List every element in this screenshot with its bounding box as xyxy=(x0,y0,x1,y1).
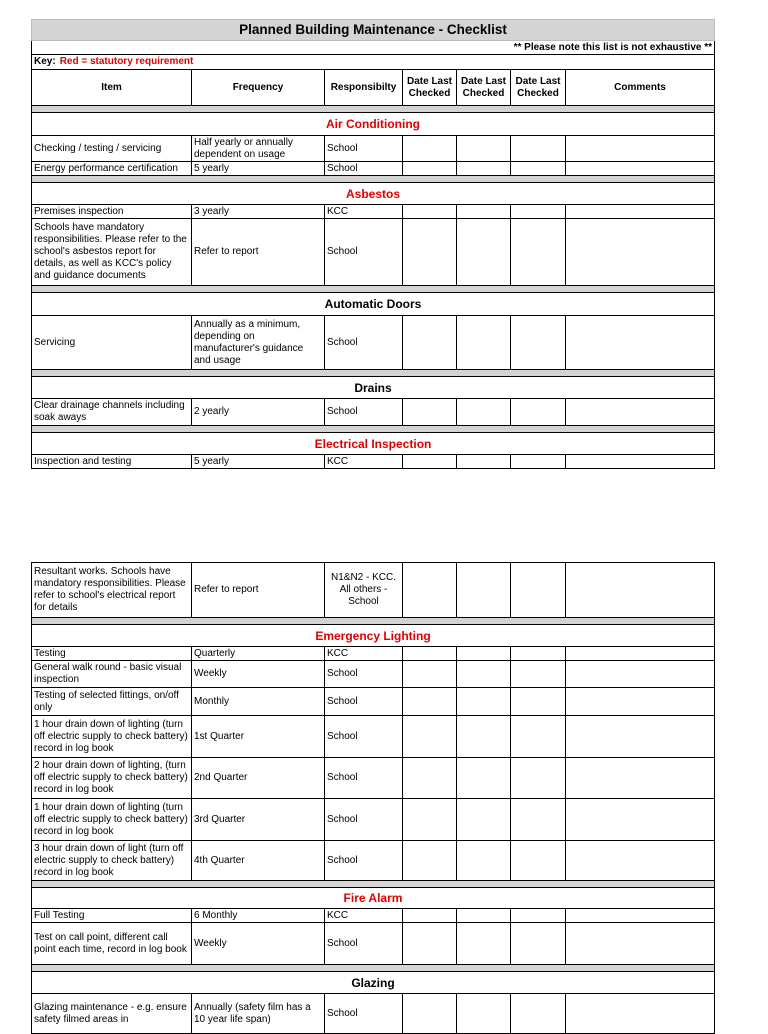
frequency-cell: Annually as a minimum, depending on manufacturer's guidance and usage xyxy=(192,316,325,370)
date-cell[interactable] xyxy=(457,688,511,716)
frequency-cell: Annually (safety film has a 10 year life span) xyxy=(192,994,325,1034)
responsibility-cell: KCC xyxy=(325,205,403,219)
date-cell[interactable] xyxy=(457,399,511,426)
item-cell: Testing xyxy=(32,647,192,661)
date-cell[interactable] xyxy=(457,162,511,176)
responsibility-cell: School xyxy=(325,758,403,799)
date-cell[interactable] xyxy=(457,923,511,965)
table-row xyxy=(32,716,715,758)
frequency-cell: Refer to report xyxy=(192,219,325,286)
date-cell[interactable] xyxy=(403,841,457,881)
date-cell[interactable] xyxy=(403,162,457,176)
comments-cell[interactable] xyxy=(566,647,715,661)
table-row xyxy=(32,316,715,370)
frequency-cell: Weekly xyxy=(192,923,325,965)
date-cell[interactable] xyxy=(403,661,457,688)
date-cell[interactable] xyxy=(511,647,566,661)
table-row xyxy=(32,563,715,618)
date-cell[interactable] xyxy=(511,162,566,176)
item-cell: Glazing maintenance - e.g. ensure safety filmed areas in xyxy=(32,994,192,1034)
checklist-table-1 xyxy=(31,19,715,469)
date-cell[interactable] xyxy=(403,799,457,841)
section-asbestos: Asbestos xyxy=(32,183,715,205)
header-responsibility: Responsibilty xyxy=(325,70,403,106)
date-cell[interactable] xyxy=(511,841,566,881)
date-cell[interactable] xyxy=(511,219,566,286)
item-cell: 3 hour drain down of light (turn off electric supply to check battery) record in log book xyxy=(32,841,192,881)
table-row xyxy=(32,661,715,688)
date-cell[interactable] xyxy=(403,455,457,469)
responsibility-cell: KCC xyxy=(325,647,403,661)
date-cell[interactable] xyxy=(403,563,457,618)
table-row xyxy=(32,994,715,1034)
item-cell: Premises inspection xyxy=(32,205,192,219)
date-cell[interactable] xyxy=(403,219,457,286)
table-row xyxy=(32,758,715,799)
date-cell[interactable] xyxy=(403,758,457,799)
frequency-cell: 3rd Quarter xyxy=(192,799,325,841)
table-row xyxy=(32,909,715,923)
table-row xyxy=(32,205,715,219)
frequency-cell: Quarterly xyxy=(192,647,325,661)
item-cell: 1 hour drain down of lighting (turn off electric supply to check battery) record in log book xyxy=(32,799,192,841)
comments-cell[interactable] xyxy=(566,716,715,758)
date-cell[interactable] xyxy=(511,661,566,688)
comments-cell[interactable] xyxy=(566,661,715,688)
date-cell[interactable] xyxy=(511,758,566,799)
date-cell[interactable] xyxy=(457,563,511,618)
frequency-cell: 5 yearly xyxy=(192,162,325,176)
frequency-cell: 6 Monthly xyxy=(192,909,325,923)
item-cell: Checking / testing / servicing xyxy=(32,136,192,162)
comments-cell[interactable] xyxy=(566,688,715,716)
item-cell: General walk round - basic visual inspection xyxy=(32,661,192,688)
frequency-cell: 1st Quarter xyxy=(192,716,325,758)
responsibility-cell: KCC xyxy=(325,909,403,923)
date-cell[interactable] xyxy=(511,799,566,841)
date-cell[interactable] xyxy=(511,994,566,1034)
frequency-cell: Half yearly or annually dependent on usage xyxy=(192,136,325,162)
section-drains: Drains xyxy=(32,377,715,399)
comments-cell[interactable] xyxy=(566,909,715,923)
table-row xyxy=(32,136,715,162)
responsibility-cell: School xyxy=(325,716,403,758)
comments-cell[interactable] xyxy=(566,162,715,176)
section-fire-alarm: Fire Alarm xyxy=(32,888,715,909)
date-cell[interactable] xyxy=(457,316,511,370)
header-item: Item xyxy=(32,70,192,106)
table-row xyxy=(32,647,715,661)
date-cell[interactable] xyxy=(403,205,457,219)
comments-cell[interactable] xyxy=(566,994,715,1034)
header-date-last-checked-2: Date Last Checked xyxy=(457,70,511,106)
key-label: Key: xyxy=(34,56,56,67)
responsibility-cell: School xyxy=(325,661,403,688)
item-cell: Resultant works. Schools have mandatory responsibilities. Please refer to school's electrical report for details xyxy=(32,563,192,618)
date-cell[interactable] xyxy=(403,399,457,426)
responsibility-cell: School xyxy=(325,399,403,426)
responsibility-cell: School xyxy=(325,994,403,1034)
date-cell[interactable] xyxy=(403,136,457,162)
date-cell[interactable] xyxy=(403,716,457,758)
responsibility-cell: N1&N2 - KCC. All others - School xyxy=(325,563,403,618)
frequency-cell: Refer to report xyxy=(192,563,325,618)
date-cell[interactable] xyxy=(511,136,566,162)
comments-cell[interactable] xyxy=(566,205,715,219)
date-cell[interactable] xyxy=(457,661,511,688)
date-cell[interactable] xyxy=(403,923,457,965)
table-row xyxy=(32,455,715,469)
date-cell[interactable] xyxy=(457,758,511,799)
date-cell[interactable] xyxy=(403,688,457,716)
comments-cell[interactable] xyxy=(566,758,715,799)
section-electrical-inspection: Electrical Inspection xyxy=(32,433,715,455)
date-cell[interactable] xyxy=(511,455,566,469)
date-cell[interactable] xyxy=(403,994,457,1034)
frequency-cell: 2 yearly xyxy=(192,399,325,426)
header-date-last-checked-3: Date Last Checked xyxy=(511,70,566,106)
item-cell: Testing of selected fittings, on/off only xyxy=(32,688,192,716)
item-cell: Clear drainage channels including soak aways xyxy=(32,399,192,426)
table-row xyxy=(32,688,715,716)
not-exhaustive-note: ** Please note this list is not exhaustive ** xyxy=(32,41,715,55)
date-cell[interactable] xyxy=(511,316,566,370)
date-cell[interactable] xyxy=(511,716,566,758)
section-automatic-doors: Automatic Doors xyxy=(32,293,715,316)
item-cell: 2 hour drain down of lighting, (turn off electric supply to check battery) record in log book xyxy=(32,758,192,799)
key-legend xyxy=(32,55,715,70)
comments-cell[interactable] xyxy=(566,563,715,618)
table-row xyxy=(32,799,715,841)
comments-cell[interactable] xyxy=(566,399,715,426)
table-row xyxy=(32,399,715,426)
table-row xyxy=(32,162,715,176)
comments-cell[interactable] xyxy=(566,455,715,469)
responsibility-cell: School xyxy=(325,136,403,162)
checklist-sheet-part-1 xyxy=(31,19,714,469)
responsibility-cell: School xyxy=(325,923,403,965)
page-title: Planned Building Maintenance - Checklist xyxy=(32,20,715,41)
date-cell[interactable] xyxy=(511,563,566,618)
header-date-last-checked-1: Date Last Checked xyxy=(403,70,457,106)
date-cell[interactable] xyxy=(457,841,511,881)
comments-cell[interactable] xyxy=(566,799,715,841)
responsibility-cell: KCC xyxy=(325,455,403,469)
date-cell[interactable] xyxy=(403,909,457,923)
date-cell[interactable] xyxy=(511,205,566,219)
table-row xyxy=(32,923,715,965)
item-cell: Schools have mandatory responsibilities. Please refer to the school's asbestos report for details, as well as KCC's policy and guidance documents xyxy=(32,219,192,286)
date-cell[interactable] xyxy=(403,647,457,661)
responsibility-cell: School xyxy=(325,219,403,286)
frequency-cell: Weekly xyxy=(192,661,325,688)
date-cell[interactable] xyxy=(457,136,511,162)
item-cell: 1 hour drain down of lighting (turn off electric supply to check battery) record in log book xyxy=(32,716,192,758)
responsibility-cell: School xyxy=(325,162,403,176)
section-air-conditioning: Air Conditioning xyxy=(32,113,715,136)
comments-cell[interactable] xyxy=(566,219,715,286)
responsibility-cell: School xyxy=(325,316,403,370)
responsibility-cell: School xyxy=(325,799,403,841)
item-cell: Full Testing xyxy=(32,909,192,923)
date-cell[interactable] xyxy=(457,994,511,1034)
key-value: Red = statutory requirement xyxy=(59,56,194,67)
item-cell: Energy performance certification xyxy=(32,162,192,176)
checklist-table-2 xyxy=(31,562,715,1034)
header-frequency: Frequency xyxy=(192,70,325,106)
item-cell: Test on call point, different call point each time, record in log book xyxy=(32,923,192,965)
responsibility-cell: School xyxy=(325,841,403,881)
section-glazing: Glazing xyxy=(32,972,715,994)
frequency-cell: Monthly xyxy=(192,688,325,716)
section-emergency-lighting: Emergency Lighting xyxy=(32,625,715,647)
checklist-sheet-part-2 xyxy=(31,562,714,1034)
date-cell[interactable] xyxy=(457,799,511,841)
frequency-cell: 3 yearly xyxy=(192,205,325,219)
comments-cell[interactable] xyxy=(566,923,715,965)
frequency-cell: 2nd Quarter xyxy=(192,758,325,799)
comments-cell[interactable] xyxy=(566,136,715,162)
date-cell[interactable] xyxy=(511,688,566,716)
item-cell: Inspection and testing xyxy=(32,455,192,469)
date-cell[interactable] xyxy=(511,399,566,426)
date-cell[interactable] xyxy=(457,219,511,286)
frequency-cell: 5 yearly xyxy=(192,455,325,469)
date-cell[interactable] xyxy=(403,316,457,370)
date-cell[interactable] xyxy=(511,909,566,923)
date-cell[interactable] xyxy=(457,205,511,219)
header-comments: Comments xyxy=(566,70,715,106)
table-row xyxy=(32,841,715,881)
date-cell[interactable] xyxy=(457,716,511,758)
date-cell[interactable] xyxy=(457,455,511,469)
date-cell[interactable] xyxy=(457,647,511,661)
table-row xyxy=(32,219,715,286)
date-cell[interactable] xyxy=(457,909,511,923)
comments-cell[interactable] xyxy=(566,316,715,370)
date-cell[interactable] xyxy=(511,923,566,965)
comments-cell[interactable] xyxy=(566,841,715,881)
item-cell: Servicing xyxy=(32,316,192,370)
responsibility-cell: School xyxy=(325,688,403,716)
frequency-cell: 4th Quarter xyxy=(192,841,325,881)
